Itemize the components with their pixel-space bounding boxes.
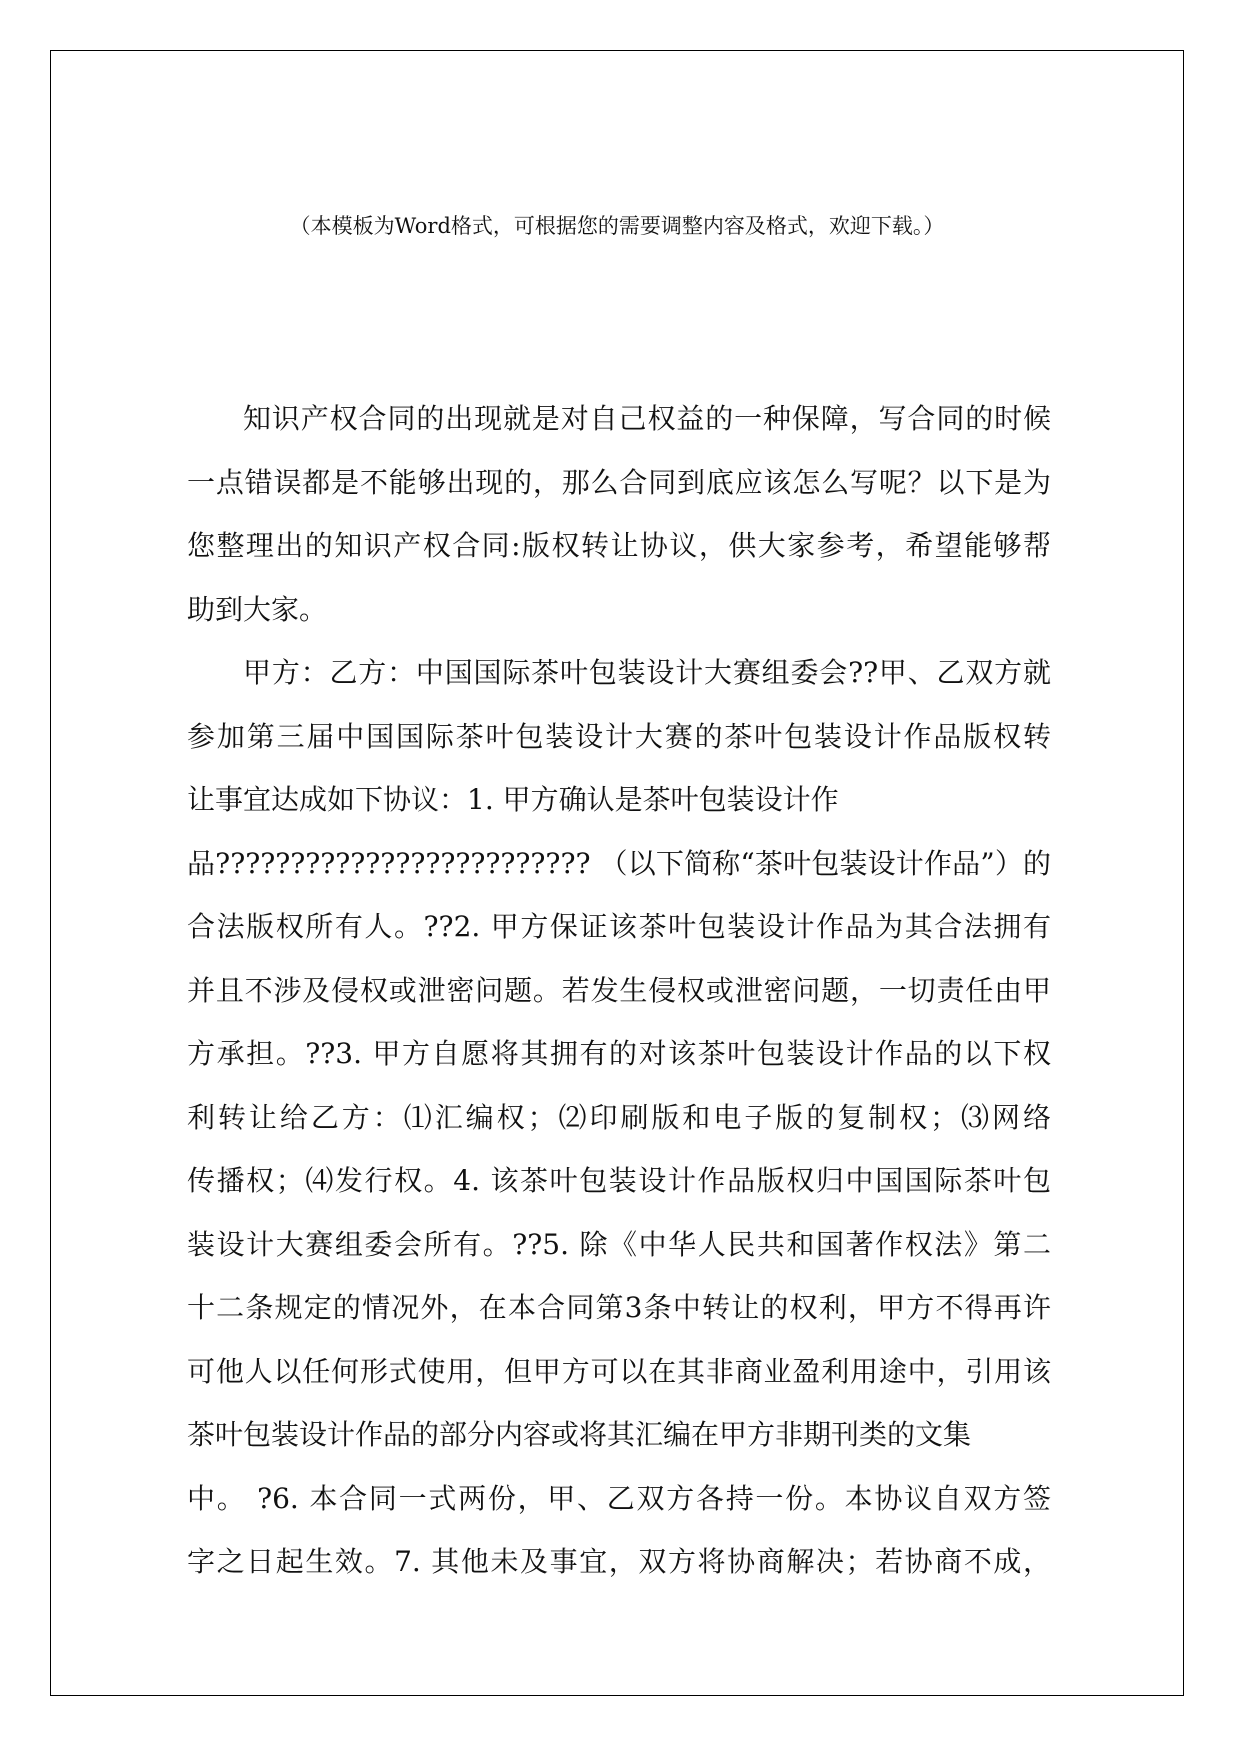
paragraph-1-line-4: 助到大家。 [187, 592, 328, 626]
paragraph-2-line-9: 传播权；⑷发行权。4. 该茶叶包装设计作品版权归中国国际茶叶包 [187, 1164, 1051, 1197]
paragraph-2-line-14: 中。 ?6. 本合同一式两份，甲、乙双方各持一份。本协议自双方签 [187, 1481, 1051, 1515]
template-note: （本模板为Word格式，可根据您的需要调整内容及格式，欢迎下载。） [289, 214, 945, 238]
paragraph-2-line-12: 可他人以任何形式使用，但甲方可以在其非商业盈利用途中，引用该 [187, 1354, 1051, 1388]
paragraph-1-line-1: 知识产权合同的出现就是对自己权益的一种保障，写合同的时候 [243, 402, 1051, 435]
document-body [187, 387, 1051, 1594]
paragraph-2-line-4: 品????????????????????????? （以下简称“茶叶包装设计作品”）的 [187, 846, 1051, 880]
paragraph-2-line-15: 字之日起生效。7. 其他未及事宜，双方将协商解决；若协商不成， [187, 1545, 1051, 1578]
paragraph-2-line-5: 合法版权所有人。??2. 甲方保证该茶叶包装设计作品为其合法拥有 [187, 910, 1051, 943]
paragraph-2-line-1: 甲方：乙方：中国国际茶叶包装设计大赛组委会??甲、乙双方就 [243, 656, 1051, 689]
paragraph-2-line-7: 方承担。??3. 甲方自愿将其拥有的对该茶叶包装设计作品的以下权 [187, 1037, 1051, 1070]
paragraph-2-line-10: 装设计大赛组委会所有。??5. 除《中华人民共和国著作权法》第二 [187, 1227, 1051, 1261]
paragraph-1-line-3: 您整理出的知识产权合同:版权转让协议，供大家参考，希望能够帮 [187, 529, 1051, 562]
page-frame [50, 50, 1184, 1696]
paragraph-1-line-2: 一点错误都是不能够出现的，那么合同到底应该怎么写呢？以下是为 [187, 465, 1051, 499]
paragraph-2-line-13: 茶叶包装设计作品的部分内容或将其汇编在甲方非期刊类的文集 [187, 1418, 972, 1451]
paragraph-2-line-2: 参加第三届中国国际茶叶包装设计大赛的茶叶包装设计作品版权转 [187, 719, 1051, 753]
paragraph-2-line-8: 利转让给乙方：⑴汇编权；⑵印刷版和电子版的复制权；⑶网络 [187, 1100, 1051, 1134]
paragraph-2-line-3: 让事宜达成如下协议：1. 甲方确认是茶叶包装设计作 [187, 783, 839, 816]
paragraph-2-line-11: 十二条规定的情况外，在本合同第3条中转让的权利，甲方不得再许 [187, 1291, 1051, 1324]
paragraph-2-line-6: 并且不涉及侵权或泄密问题。若发生侵权或泄密问题，一切责任由甲 [187, 973, 1051, 1007]
